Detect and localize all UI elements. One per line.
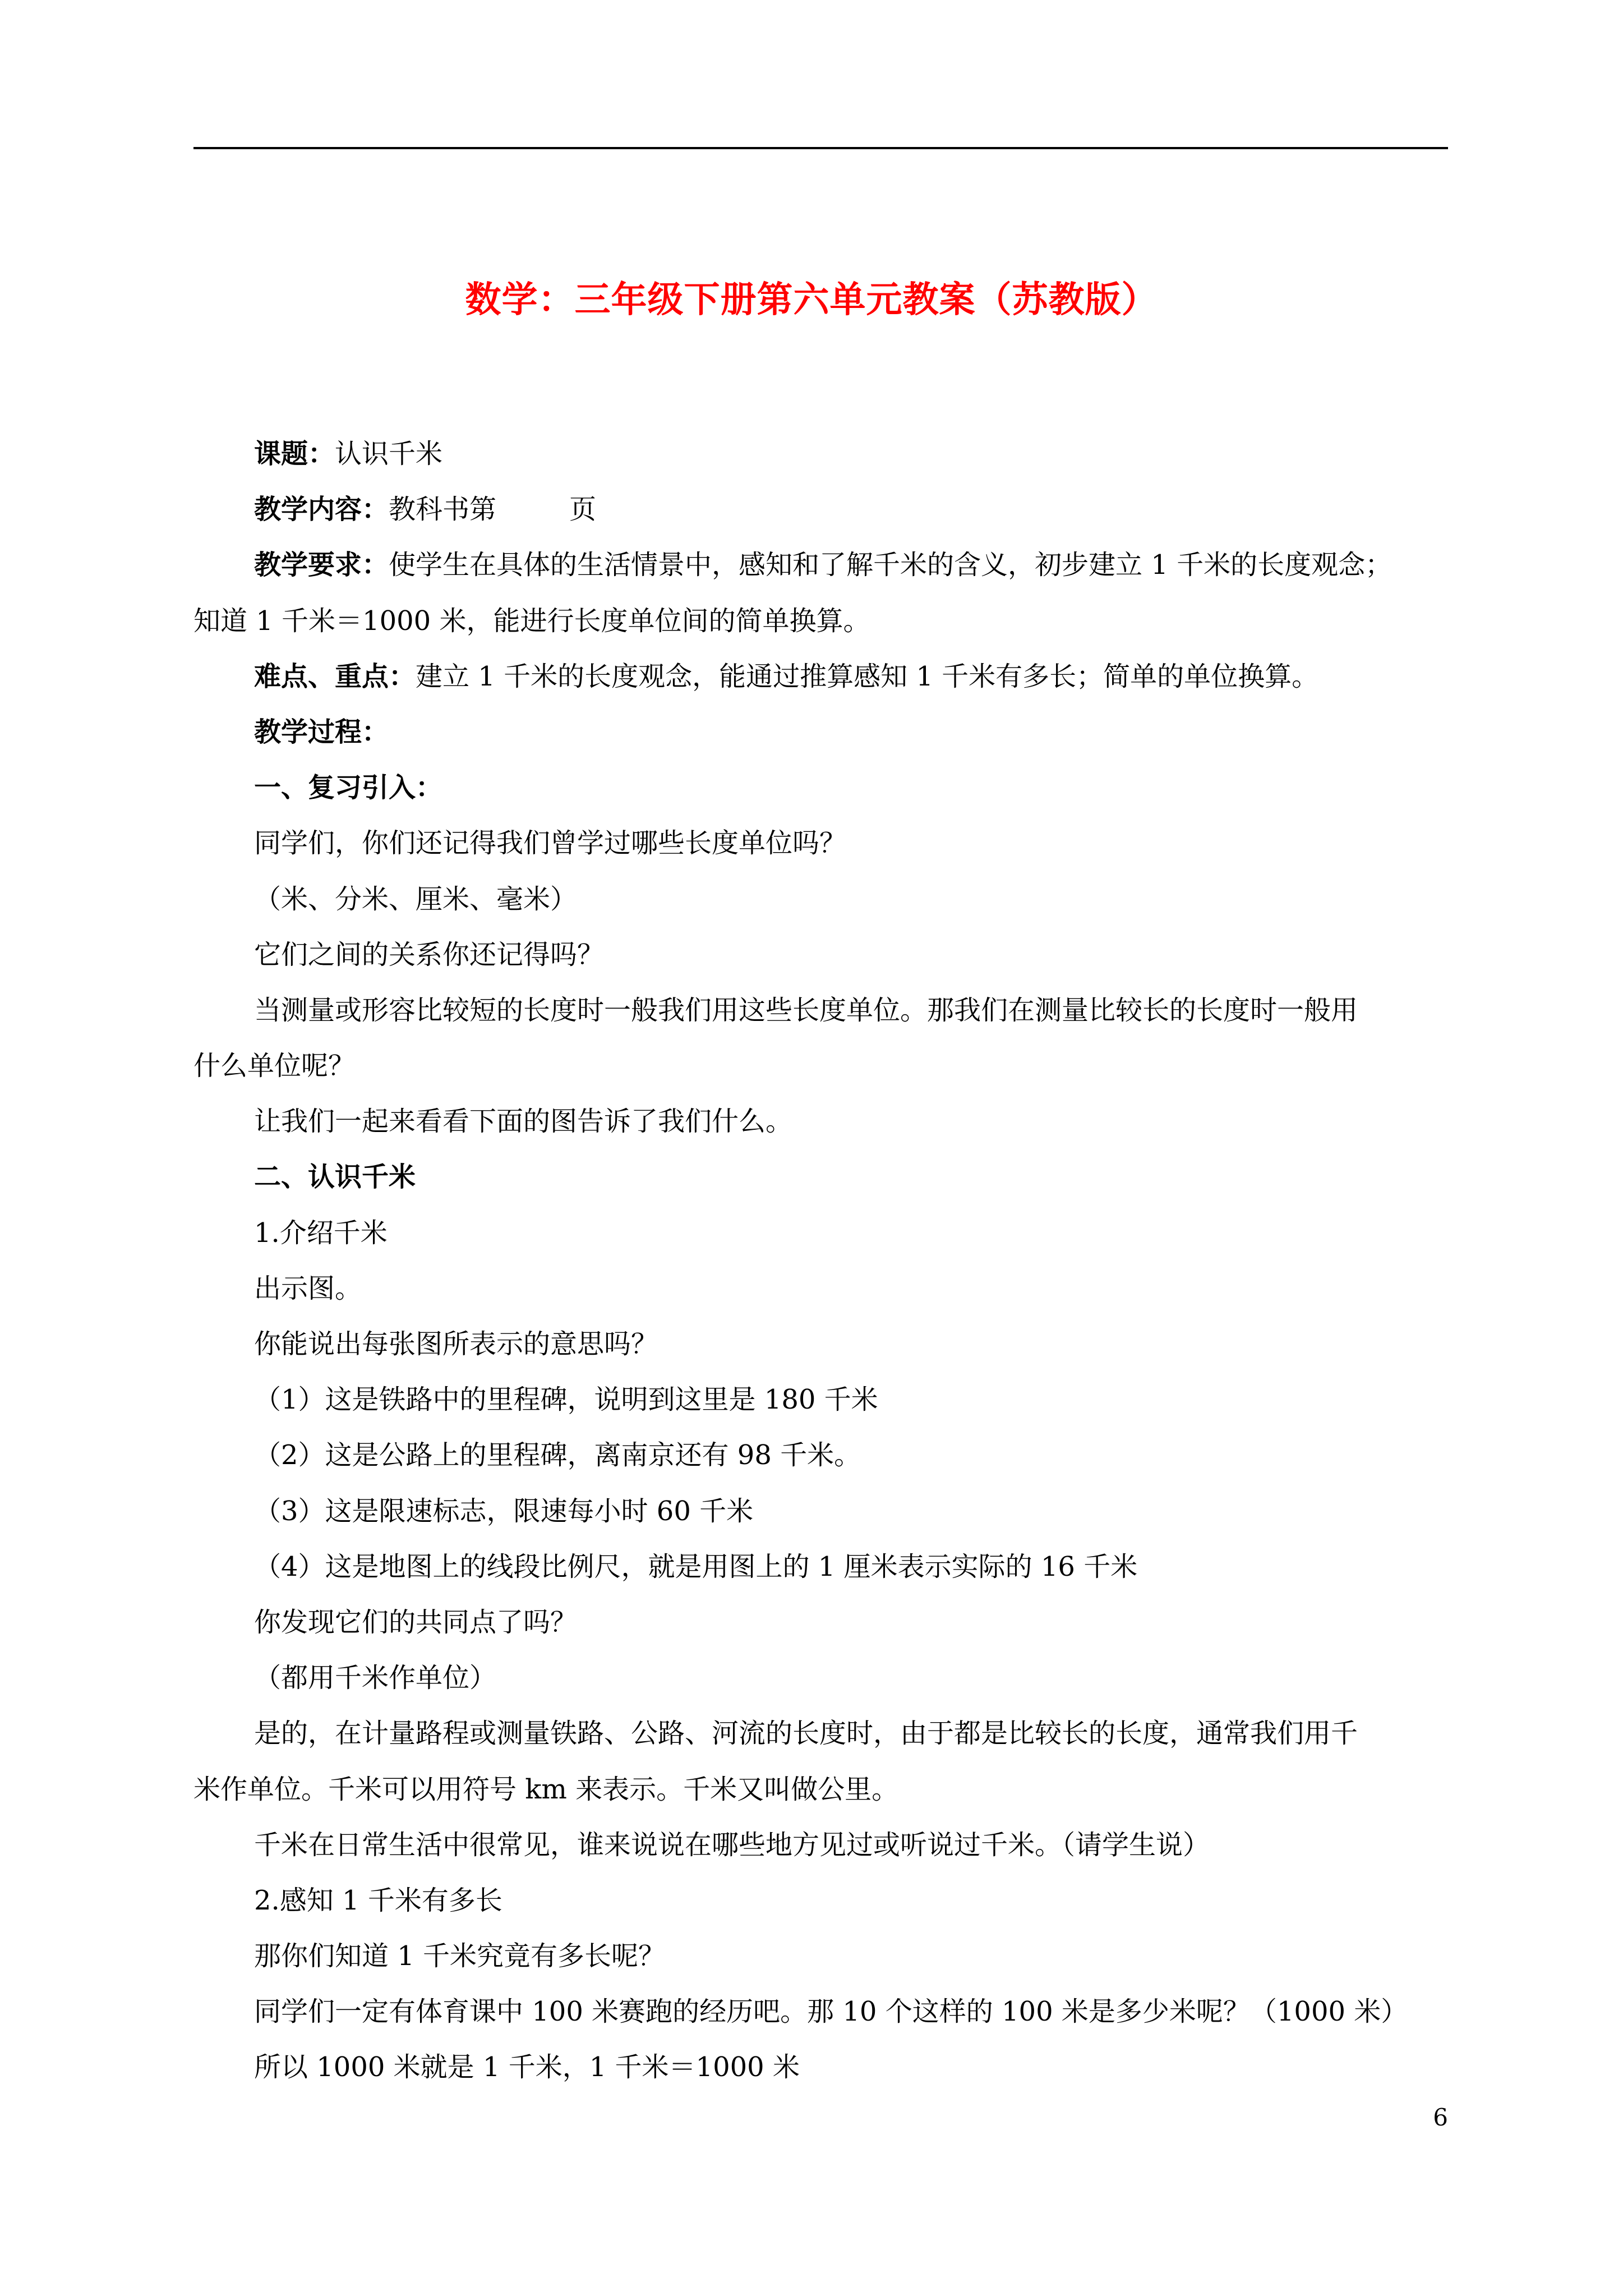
header-rule (193, 147, 1448, 149)
teaching-content-label: 教学内容： (254, 494, 389, 526)
key-points-line (193, 649, 1448, 705)
page-number: 6 (1433, 2104, 1448, 2131)
section1-paragraph: 让我们一起来看看下面的图告诉了我们什么。 (254, 1106, 793, 1138)
lesson-topic-label: 课题： (254, 438, 335, 470)
section1-paragraph: 当测量或形容比较短的长度时一般我们用这些长度单位。那我们在测量比较长的长度时一般用 (254, 994, 1358, 1026)
section2-heading: 二、认识千米 (254, 1161, 416, 1193)
section2-paragraph: 你发现它们的共同点了吗？ (254, 1606, 578, 1638)
section2-subheading: 2.感知 1 千米有多长 (254, 1884, 502, 1916)
list-item: （2）这是公路上的里程碑，离南京还有 98 千米。 (254, 1439, 861, 1471)
list-item: （4）这是地图上的线段比例尺，就是用图上的 1 厘米表示实际的 16 千米 (254, 1550, 1138, 1582)
teaching-content-text-before: 教科书第 (389, 494, 497, 526)
teaching-requirements-label: 教学要求： (254, 549, 389, 581)
section1-heading: 一、复习引入： (254, 772, 443, 804)
section2-paragraph: 所以 1000 米就是 1 千米，1 千米＝1000 米 (254, 2051, 800, 2083)
key-points-label: 难点、重点： (254, 660, 416, 692)
document-body (193, 426, 1448, 2096)
section1-paragraph: 同学们，你们还记得我们曾学过哪些长度单位吗？ (254, 827, 847, 859)
section2-paragraph: 是的，在计量路程或测量铁路、公路、河流的长度时，由于都是比较长的长度，通常我们用千 (254, 1718, 1358, 1750)
section1-paragraph-continued: 什么单位呢？ (193, 1050, 356, 1082)
teaching-content-text-after: 页 (569, 494, 597, 526)
section2-paragraph: 出示图。 (254, 1272, 362, 1304)
document-title: 数学：三年级下册第六单元教案（苏教版） (465, 279, 1158, 321)
section1-paragraph: 它们之间的关系你还记得吗？ (254, 938, 605, 970)
lesson-topic-text: 认识千米 (335, 438, 443, 470)
list-item: （3）这是限速标志，限速每小时 60 千米 (254, 1495, 754, 1527)
list-item: （1）这是铁路中的里程碑，说明到这里是 180 千米 (254, 1384, 878, 1416)
key-points-text: 建立 1 千米的长度观念，能通过推算感知 1 千米有多长；简单的单位换算。 (416, 660, 1319, 692)
lesson-topic-line (193, 426, 1448, 482)
section2-paragraph: 千米在日常生活中很常见，谁来说说在哪些地方见过或听说过千米。（请学生说） (254, 1829, 1210, 1861)
section2-paragraph: 同学们一定有体育课中 100 米赛跑的经历吧。那 10 个这样的 100 米是多少米呢？（1000 米） (254, 1996, 1408, 2028)
teaching-requirements-text-2: 知道 1 千米＝1000 米，能进行长度单位间的简单换算。 (193, 605, 870, 637)
teaching-requirements-line (193, 537, 1448, 593)
section2-paragraph: 那你们知道 1 千米究竟有多长呢？ (254, 1940, 666, 1972)
teaching-requirements-text-1: 使学生在具体的生活情景中，感知和了解千米的含义，初步建立 1 千米的长度观念； (389, 549, 1393, 581)
process-heading: 教学过程： (254, 716, 389, 748)
section2-paragraph: （都用千米作单位） (254, 1662, 497, 1694)
section2-paragraph: 你能说出每张图所表示的意思吗？ (254, 1328, 658, 1360)
teaching-content-line (193, 482, 1448, 537)
section1-paragraph: （米、分米、厘米、毫米） (254, 883, 578, 915)
section2-subheading: 1.介绍千米 (254, 1217, 388, 1249)
section2-paragraph-continued: 米作单位。千米可以用符号 km 来表示。千米又叫做公里。 (193, 1773, 899, 1805)
